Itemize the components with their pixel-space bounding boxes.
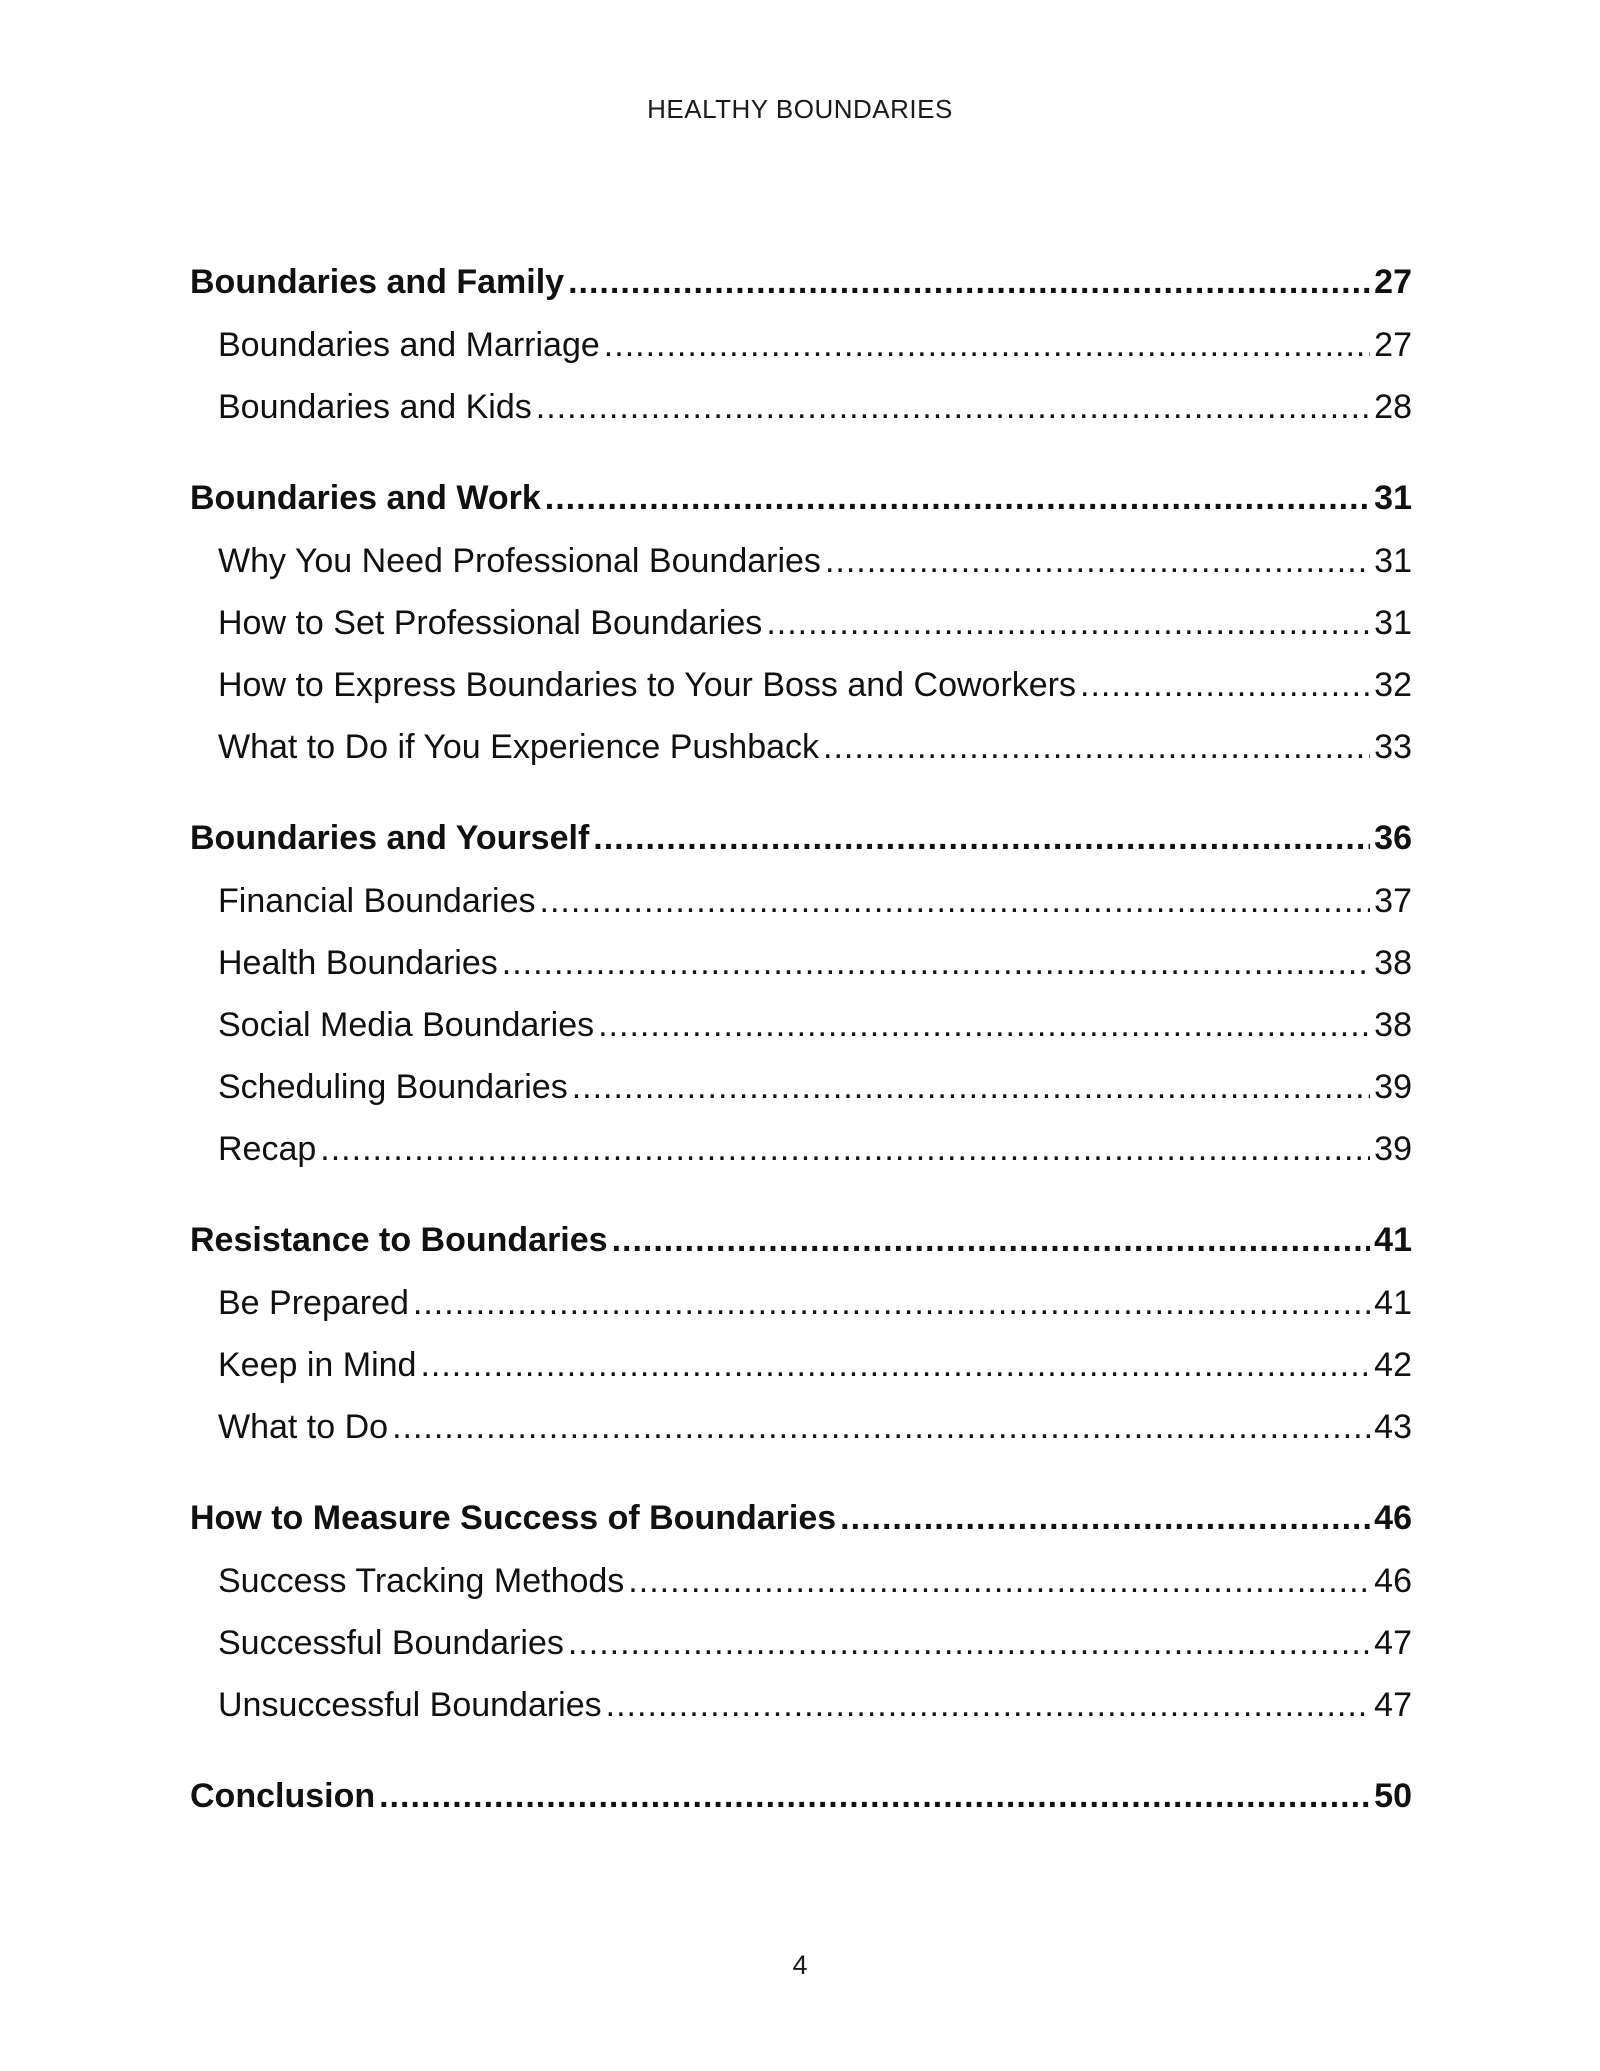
toc-section <box>190 1486 1412 1736</box>
toc-subsection-entry[interactable] <box>190 1272 1412 1334</box>
toc-dot-leader <box>593 806 1370 870</box>
toc-entry-title: Unsuccessful Boundaries <box>218 1686 602 1724</box>
toc-entry-title: Conclusion <box>190 1777 376 1815</box>
toc-page-number: 47 <box>1374 1624 1412 1662</box>
toc-dot-leader <box>825 530 1370 592</box>
toc-dot-leader <box>612 1208 1371 1272</box>
toc-page-number: 39 <box>1374 1068 1412 1106</box>
toc-dot-leader <box>379 1764 1370 1828</box>
toc-subsection-entry[interactable] <box>190 654 1412 716</box>
toc-dot-leader <box>540 870 1371 932</box>
toc-entry-title: How to Measure Success of Boundaries <box>190 1499 837 1537</box>
toc-subsection-entry[interactable] <box>190 1118 1412 1180</box>
toc-chapter-entry[interactable] <box>190 1486 1412 1550</box>
toc-page-number: 37 <box>1374 882 1412 920</box>
toc-subsection-entry[interactable] <box>190 1674 1412 1736</box>
toc-entry-title: Why You Need Professional Boundaries <box>218 542 821 580</box>
toc-entry-title: How to Express Boundaries to Your Boss and Coworkers <box>218 666 1077 704</box>
toc-entry-title: Be Prepared <box>218 1284 409 1322</box>
toc-page-number: 39 <box>1374 1130 1412 1168</box>
toc-subsection-entry[interactable] <box>190 870 1412 932</box>
toc-entry-title: Resistance to Boundaries <box>190 1221 608 1259</box>
toc-dot-leader <box>823 716 1370 778</box>
toc-subsection-entry[interactable] <box>190 592 1412 654</box>
toc-page-number: 41 <box>1374 1284 1412 1322</box>
toc-entry-title: Boundaries and Work <box>190 479 541 517</box>
toc-subsection-entry[interactable] <box>190 994 1412 1056</box>
toc-subsection-entry[interactable] <box>190 376 1412 438</box>
toc-subsection-entry[interactable] <box>190 314 1412 376</box>
toc-dot-leader <box>840 1486 1370 1550</box>
toc-page-number: 31 <box>1374 604 1412 642</box>
toc-dot-leader <box>598 994 1370 1056</box>
toc-entry-title: Boundaries and Kids <box>218 388 532 426</box>
toc-chapter-entry[interactable] <box>190 806 1412 870</box>
toc-page-number: 46 <box>1374 1562 1412 1600</box>
toc-page-number: 31 <box>1374 479 1412 517</box>
toc-page-number: 32 <box>1374 666 1412 704</box>
toc-page-number: 27 <box>1374 326 1412 364</box>
toc-chapter-entry[interactable] <box>190 1764 1412 1828</box>
running-header: HEALTHY BOUNDARIES <box>647 94 953 124</box>
toc-entry-title: Boundaries and Marriage <box>218 326 600 364</box>
toc-subsection-entry[interactable] <box>190 1550 1412 1612</box>
toc-entry-title: Health Boundaries <box>218 944 498 982</box>
toc-dot-leader <box>413 1272 1370 1334</box>
toc-entry-title: Social Media Boundaries <box>218 1006 595 1044</box>
toc-section <box>190 1208 1412 1458</box>
toc-dot-leader <box>320 1118 1370 1180</box>
toc-entry-title: How to Set Professional Boundaries <box>218 604 763 642</box>
toc-chapter-entry[interactable] <box>190 250 1412 314</box>
toc-subsection-entry[interactable] <box>190 530 1412 592</box>
toc-dot-leader <box>604 314 1370 376</box>
toc-dot-leader <box>392 1396 1370 1458</box>
toc-entry-title: Success Tracking Methods <box>218 1562 625 1600</box>
toc-page-number: 47 <box>1374 1686 1412 1724</box>
toc-dot-leader <box>545 466 1370 530</box>
toc-section <box>190 250 1412 438</box>
toc-dot-leader <box>536 376 1370 438</box>
page-number: 4 <box>792 1950 808 1980</box>
toc-page-number: 42 <box>1374 1346 1412 1384</box>
toc-page-number: 43 <box>1374 1408 1412 1446</box>
toc-chapter-entry[interactable] <box>190 466 1412 530</box>
toc-dot-leader <box>420 1334 1370 1396</box>
toc-entry-title: Scheduling Boundaries <box>218 1068 568 1106</box>
toc-dot-leader <box>766 592 1370 654</box>
toc-page-number: 28 <box>1374 388 1412 426</box>
toc-page-number: 38 <box>1374 944 1412 982</box>
toc-dot-leader <box>568 250 1370 314</box>
toc-dot-leader <box>572 1056 1370 1118</box>
toc-dot-leader <box>628 1550 1370 1612</box>
table-of-contents <box>190 250 1412 1856</box>
toc-entry-title: What to Do <box>218 1408 389 1446</box>
toc-page-number: 31 <box>1374 542 1412 580</box>
toc-entry-title: Boundaries and Family <box>190 263 565 301</box>
toc-subsection-entry[interactable] <box>190 932 1412 994</box>
toc-entry-title: Keep in Mind <box>218 1346 417 1384</box>
toc-section <box>190 466 1412 778</box>
toc-subsection-entry[interactable] <box>190 1396 1412 1458</box>
toc-section <box>190 806 1412 1180</box>
toc-page-number: 27 <box>1374 263 1412 301</box>
toc-chapter-entry[interactable] <box>190 1208 1412 1272</box>
toc-dot-leader <box>568 1612 1370 1674</box>
toc-entry-title: What to Do if You Experience Pushback <box>218 728 820 766</box>
toc-subsection-entry[interactable] <box>190 1334 1412 1396</box>
toc-dot-leader <box>502 932 1370 994</box>
toc-entry-title: Boundaries and Yourself <box>190 819 590 857</box>
toc-page-number: 41 <box>1374 1221 1412 1259</box>
toc-entry-title: Financial Boundaries <box>218 882 536 920</box>
toc-subsection-entry[interactable] <box>190 1056 1412 1118</box>
toc-dot-leader <box>1080 654 1370 716</box>
toc-page-number: 36 <box>1374 819 1412 857</box>
toc-section <box>190 1764 1412 1828</box>
toc-entry-title: Successful Boundaries <box>218 1624 564 1662</box>
toc-subsection-entry[interactable] <box>190 1612 1412 1674</box>
toc-subsection-entry[interactable] <box>190 716 1412 778</box>
toc-entry-title: Recap <box>218 1130 317 1168</box>
toc-page-number: 46 <box>1374 1499 1412 1537</box>
toc-page-number: 33 <box>1374 728 1412 766</box>
toc-page-number: 38 <box>1374 1006 1412 1044</box>
toc-page-number: 50 <box>1374 1777 1412 1815</box>
toc-dot-leader <box>606 1674 1371 1736</box>
